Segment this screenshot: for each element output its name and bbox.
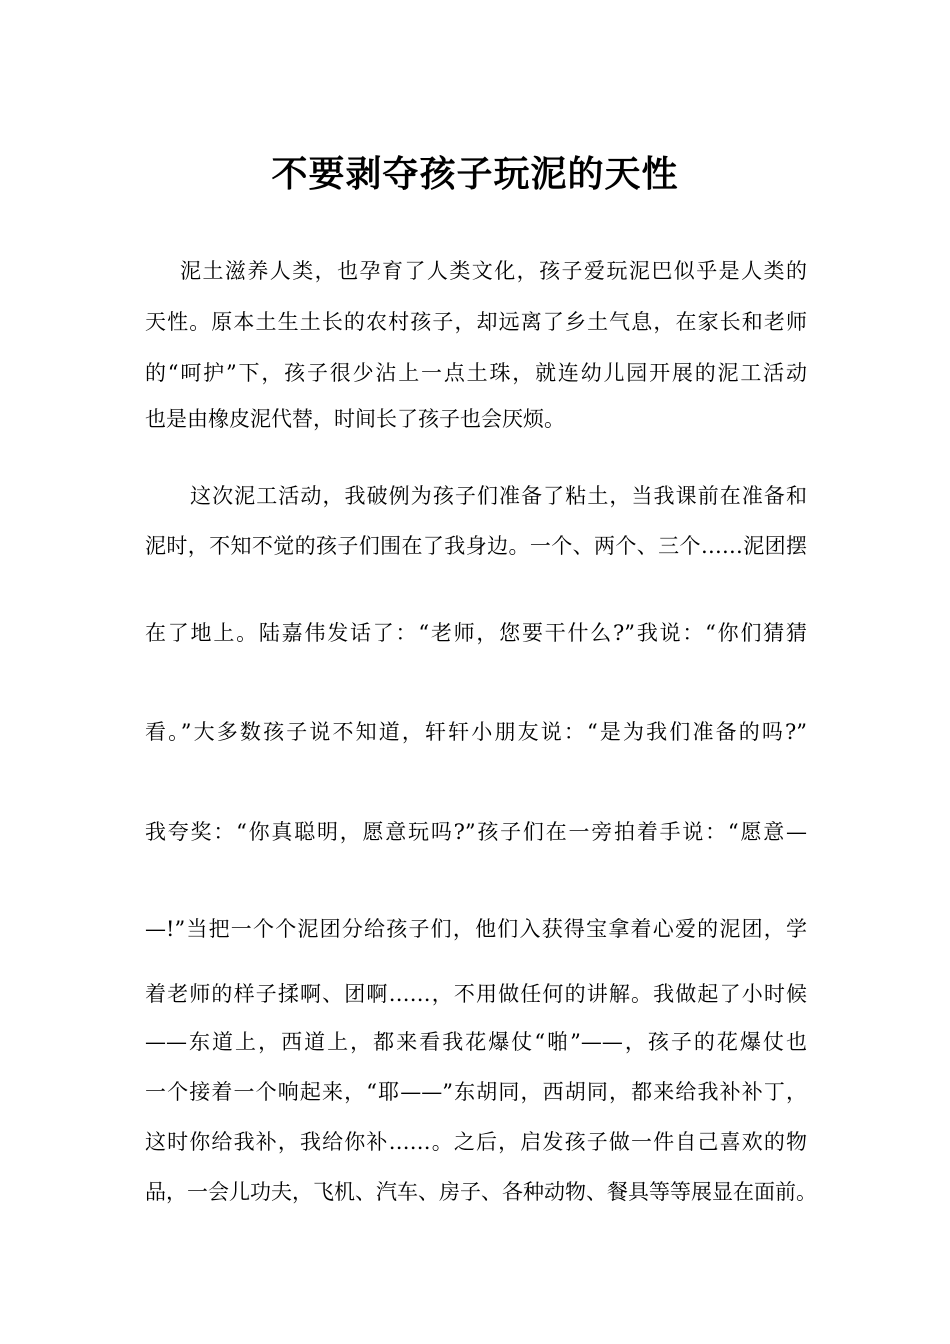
paragraph-line: 泥时，不知不觉的孩子们围在了我身边。一个、两个、三个……泥团摆 — [145, 534, 807, 558]
document-title: 不要剥夺孩子玩泥的天性 — [271, 153, 679, 196]
paragraph-line: 天性。原本土生土长的农村孩子，却远离了乡土气息，在家长和老师 — [145, 310, 807, 334]
paragraph-line: 品，一会儿功夫，飞机、汽车、房子、各种动物、餐具等等展显在面前。 — [145, 1180, 817, 1204]
paragraph-line: 着老师的样子揉啊、团啊……，不用做任何的讲解。我做起了小时候 — [145, 982, 807, 1006]
paragraph-line: 也是由橡皮泥代替，时间长了孩子也会厌烦。 — [145, 407, 565, 431]
paragraph-line: 泥土滋养人类，也孕育了人类文化，孩子爱玩泥巴似乎是人类的 — [180, 259, 807, 283]
paragraph-line: 的“呵护”下，孩子很少沾上一点土珠，就连幼儿园开展的泥工活动 — [145, 361, 807, 385]
paragraph-line: 这次泥工活动，我破例为孩子们准备了粘土，当我课前在准备和 — [190, 484, 807, 508]
paragraph-line: 在了地上。陆嘉伟发话了：“老师，您要干什么?”我说：“你们猜猜 — [145, 621, 807, 645]
paragraph-line: 看。”大多数孩子说不知道，轩轩小朋友说：“是为我们准备的吗?” — [145, 720, 807, 744]
paragraph-line: ——东道上，西道上，都来看我花爆仗“啪”——，孩子的花爆仗也 — [145, 1030, 807, 1054]
paragraph-line: 一个接着一个响起来，“耶——”东胡同，西胡同，都来给我补补丁， — [145, 1080, 807, 1104]
paragraph-line: —!”当把一个个泥团分给孩子们，他们入获得宝拿着心爱的泥团，学 — [145, 917, 807, 941]
paragraph-line: 这时你给我补，我给你补……。之后，启发孩子做一件自己喜欢的物 — [145, 1130, 807, 1154]
paragraph-line: 我夸奖：“你真聪明，愿意玩吗?”孩子们在一旁拍着手说：“愿意— — [145, 820, 807, 844]
